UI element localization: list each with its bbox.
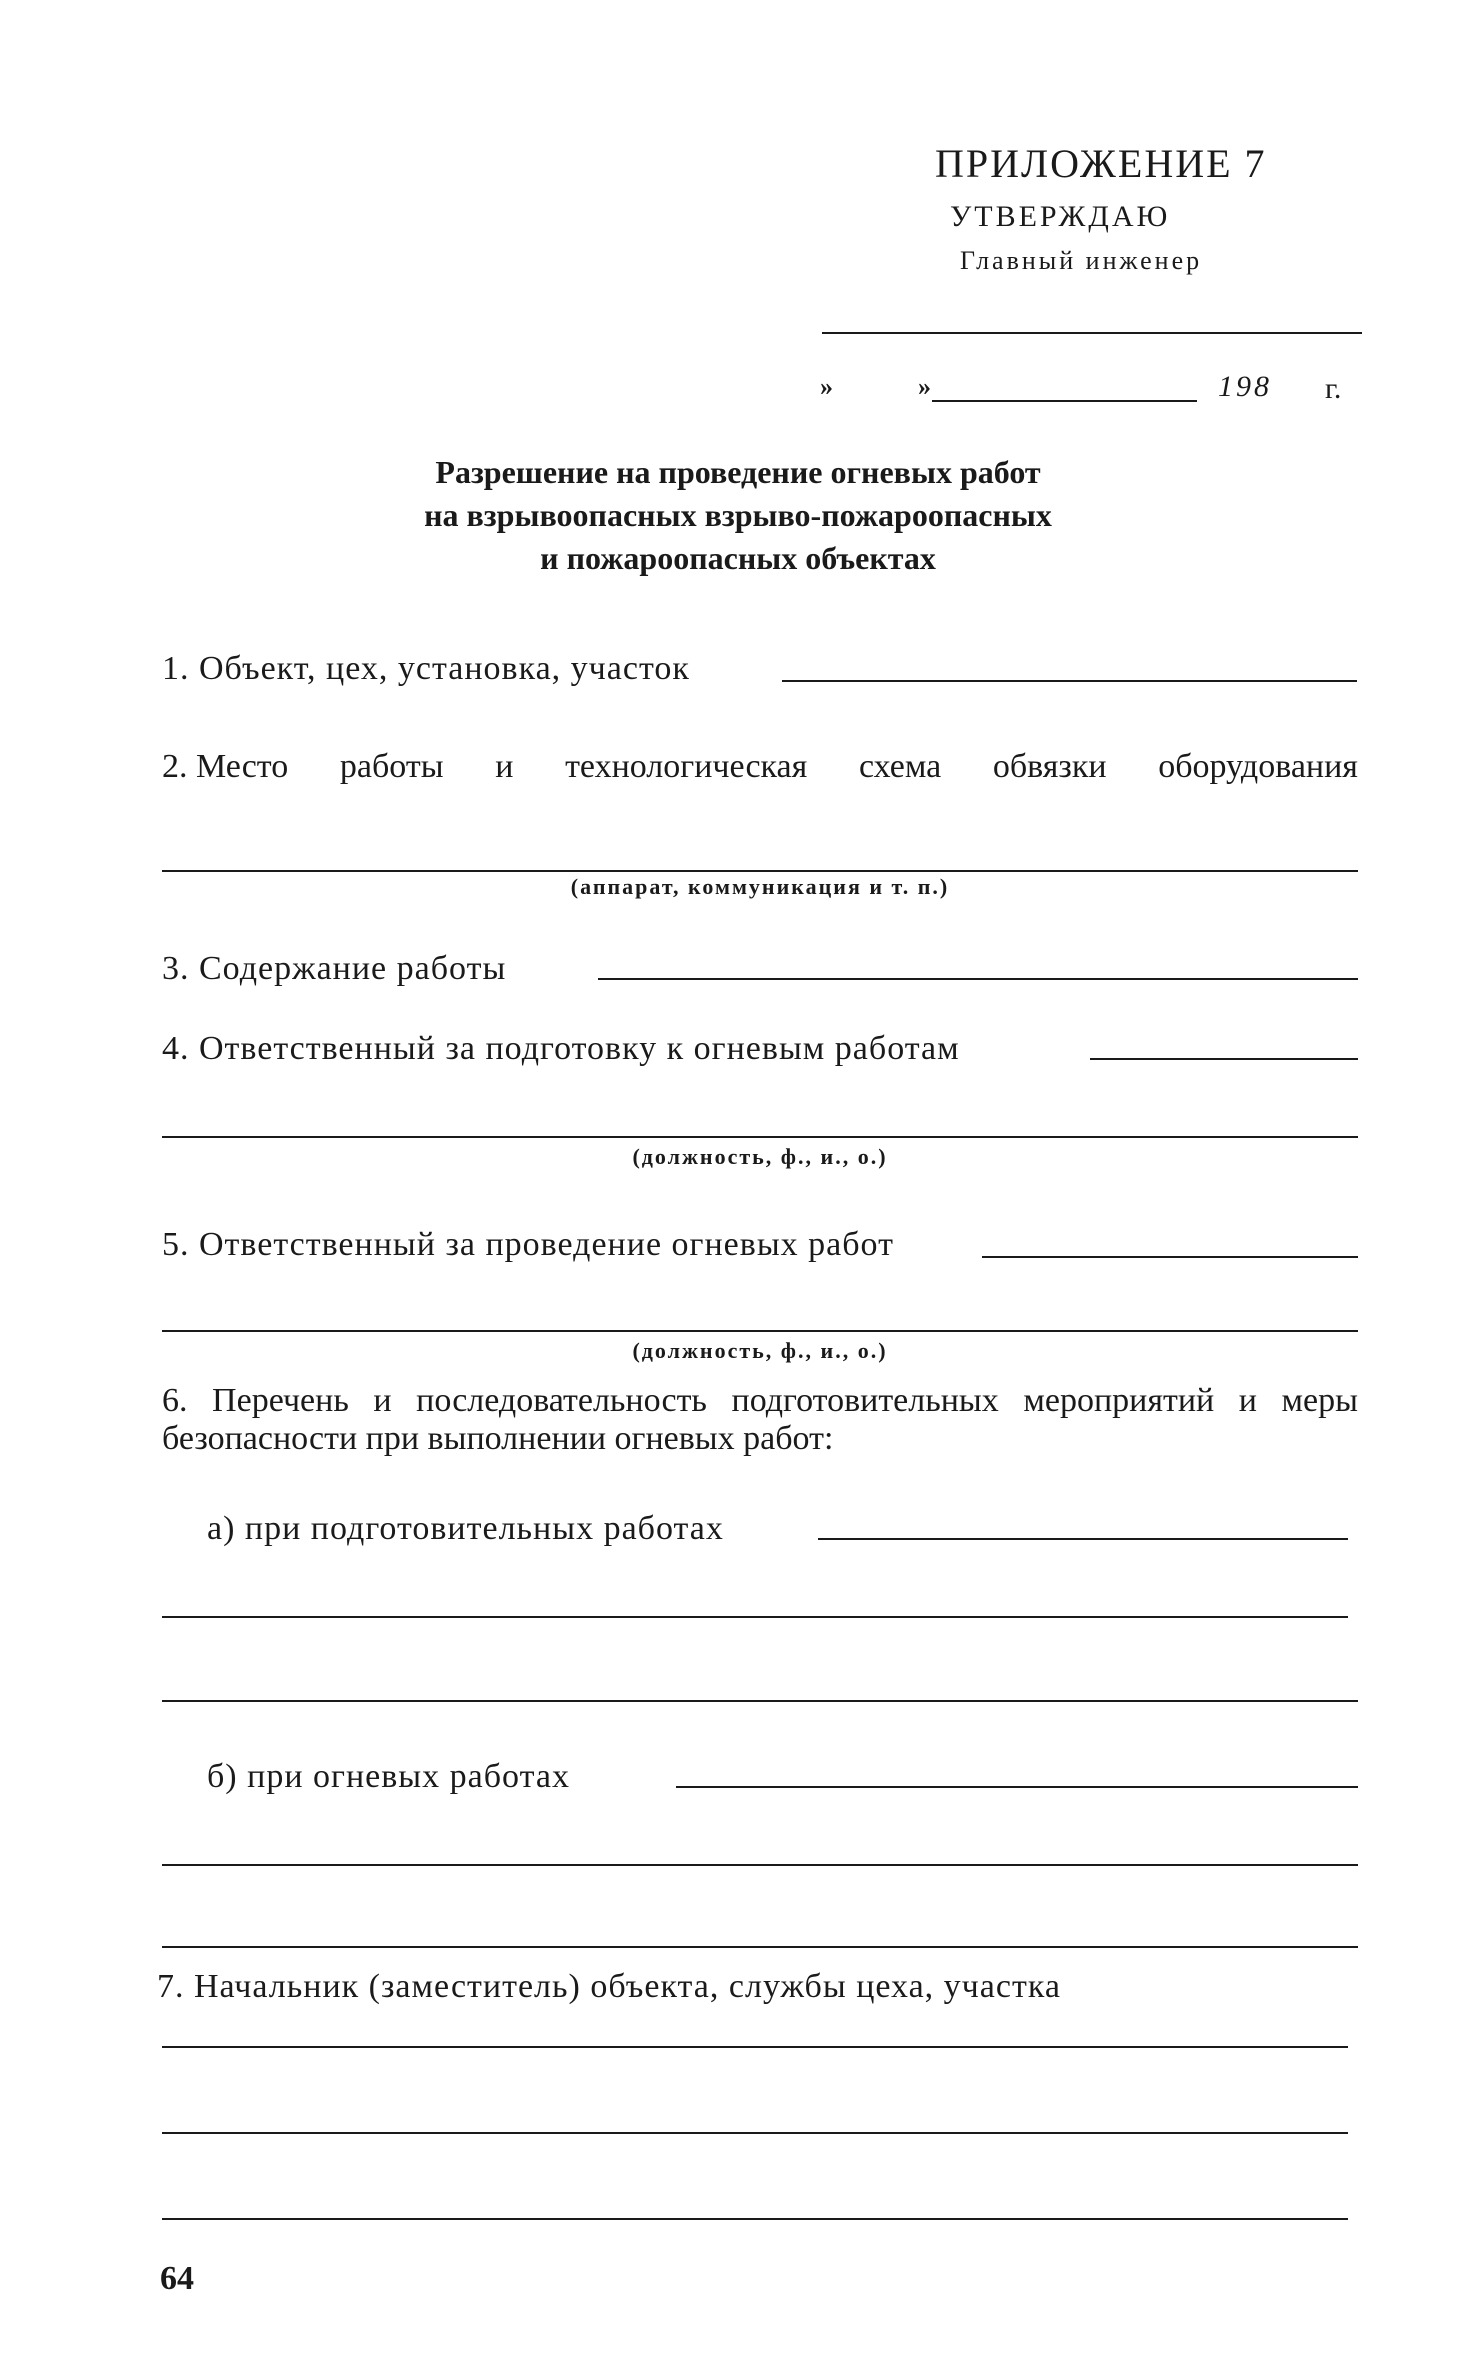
item-7-label: 7. Начальник (заместитель) объекта, службы цеха, участка bbox=[157, 1968, 1061, 2005]
item-2-word: схема bbox=[858, 748, 942, 785]
item-2-word: обвязки bbox=[992, 748, 1107, 785]
document-title-line-1: Разрешение на проведение огневых работ bbox=[435, 454, 1041, 490]
item-5-caption: (должность, ф., и., о.) bbox=[632, 1338, 888, 1363]
item-6-label: 6. Перечень и последовательность подготовительных мероприятий и меры безопасности при выполнении огневых работ: bbox=[162, 1382, 1358, 1457]
document-title-line-2: на взрывоопасных взрыво-пожароопасных bbox=[424, 497, 1052, 533]
item-2-word: работы bbox=[339, 748, 444, 785]
item-4-caption: (должность, ф., и., о.) bbox=[632, 1144, 888, 1169]
appendix-label: ПРИЛОЖЕНИЕ 7 bbox=[935, 141, 1267, 186]
item-6a-line-2 bbox=[162, 1616, 1348, 1618]
item-6a-label: а) при подготовительных работах bbox=[207, 1510, 724, 1547]
item-6b-label: б) при огневых работах bbox=[207, 1758, 570, 1795]
item-6b-fill-line bbox=[676, 1786, 1358, 1788]
item-3-label: 3. Содержание работы bbox=[162, 950, 507, 987]
item-2-word: 2. Место bbox=[162, 748, 289, 785]
date-month-line bbox=[932, 400, 1197, 402]
item-2-word: технологическая bbox=[565, 748, 808, 785]
item-2-fill-line bbox=[162, 870, 1358, 872]
item-5-label: 5. Ответственный за проведение огневых работ bbox=[162, 1226, 894, 1263]
item-7-line-3 bbox=[162, 2218, 1348, 2220]
approver-position: Главный инженер bbox=[960, 246, 1203, 275]
item-6a-line-3 bbox=[162, 1700, 1358, 1702]
item-1-fill-line bbox=[782, 680, 1357, 682]
page-number: 64 bbox=[160, 2260, 194, 2297]
item-2-word: оборудования bbox=[1158, 748, 1358, 785]
approver-signature-line bbox=[822, 332, 1362, 334]
item-7-line-1 bbox=[162, 2046, 1348, 2048]
item-5-name-line bbox=[162, 1330, 1358, 1332]
date-quote-close: » bbox=[918, 372, 931, 401]
item-3-fill-line bbox=[598, 978, 1358, 980]
date-quote-open: » bbox=[820, 372, 833, 401]
item-6b-line-2 bbox=[162, 1864, 1358, 1866]
item-6b-line-3 bbox=[162, 1946, 1358, 1948]
item-5-fill-line bbox=[982, 1256, 1358, 1258]
item-6a-fill-line bbox=[818, 1538, 1348, 1540]
item-4-fill-line bbox=[1090, 1058, 1358, 1060]
item-2-caption: (аппарат, коммуникация и т. п.) bbox=[570, 874, 950, 899]
item-2-label bbox=[162, 748, 1358, 786]
item-1-label: 1. Объект, цех, установка, участок bbox=[162, 650, 690, 687]
item-7-line-2 bbox=[162, 2132, 1348, 2134]
date-year: 198 bbox=[1218, 370, 1272, 403]
item-4-label: 4. Ответственный за подготовку к огневым работам bbox=[162, 1030, 960, 1067]
item-4-name-line bbox=[162, 1136, 1358, 1138]
item-2-word: и bbox=[495, 748, 514, 785]
approve-label: УТВЕРЖДАЮ bbox=[950, 200, 1171, 233]
document-title-line-3: и пожароопасных объектах bbox=[540, 540, 936, 576]
date-year-suffix: г. bbox=[1325, 372, 1342, 405]
